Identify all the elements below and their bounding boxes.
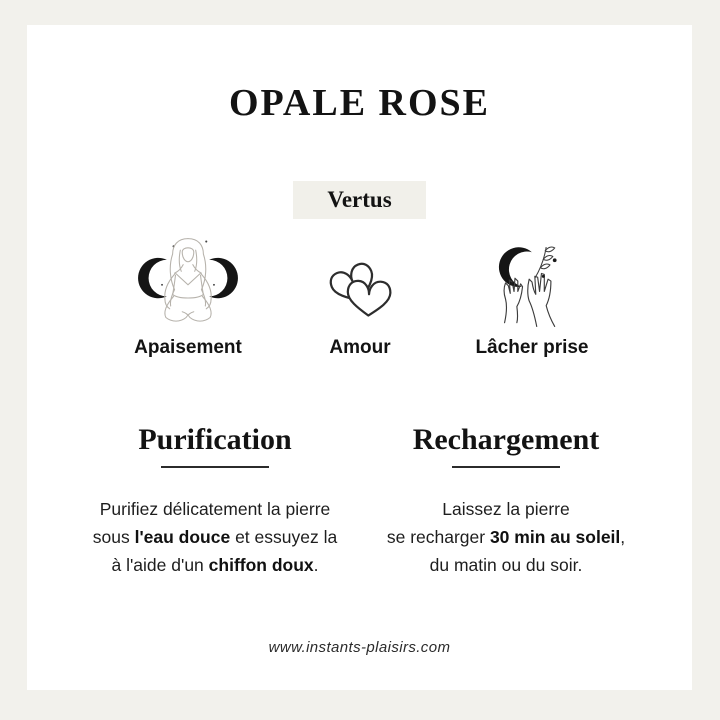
text-line: Laissez la pierre: [442, 499, 570, 519]
text-line: se recharger 30 min au soleil,: [386, 527, 626, 547]
rechargement-section: [346, 423, 666, 579]
text-line: sous l'eau douce et essuyez la: [92, 527, 338, 547]
rechargement-heading: Rechargement: [412, 423, 600, 456]
text-line: à l'aide d'un chiffon doux.: [111, 555, 319, 575]
purification-heading: Purification: [138, 423, 292, 456]
virtue-label: Apaisement: [134, 337, 242, 358]
rechargement-text: [346, 495, 666, 579]
text-line: du matin ou du soir.: [429, 555, 583, 575]
purification-text: [55, 495, 375, 579]
stone-title: OPALE ROSE: [228, 82, 491, 124]
virtues-badge: Vertus: [293, 181, 425, 219]
virtue-amour: [274, 230, 446, 359]
virtues-row: [102, 230, 618, 359]
heading-divider: [452, 466, 560, 468]
purification-section: [55, 423, 375, 579]
heading-divider: [161, 466, 269, 468]
double-hearts-icon: [318, 230, 402, 330]
virtue-label: Amour: [329, 337, 391, 358]
card: [27, 25, 692, 690]
text-line: Purifiez délicatement la pierre: [99, 499, 331, 519]
virtues-badge-wrap: [27, 181, 692, 219]
virtue-lacher-prise: [446, 230, 618, 359]
website-url: www.instants-plaisirs.com: [268, 639, 451, 656]
meditation-crescents-icon: [130, 230, 246, 330]
hands-crescent-moon-icon: [480, 230, 584, 330]
virtue-label: Lâcher prise: [475, 337, 589, 358]
virtue-apaisement: [102, 230, 274, 359]
